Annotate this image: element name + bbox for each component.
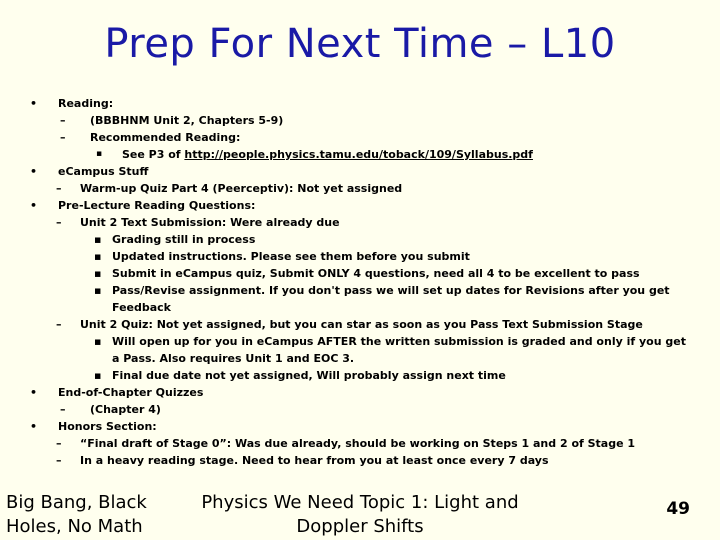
dash: –	[60, 131, 66, 144]
list-item	[30, 214, 690, 231]
bullet: ▪	[94, 369, 102, 382]
list-item	[30, 333, 690, 367]
item-text: Unit 2 Quiz: Not yet assigned, but you can star as soon as you Pass Text Submission Stage	[80, 318, 643, 331]
bullet: •	[30, 97, 38, 110]
list-item	[30, 265, 690, 282]
item-text: Grading still in process	[112, 233, 256, 246]
bullet: ▪	[96, 149, 103, 159]
list-item	[30, 435, 690, 452]
item-text: Updated instructions. Please see them before you submit	[112, 250, 470, 263]
slide-number: 49	[666, 499, 690, 519]
dash: –	[60, 403, 66, 416]
list-item	[30, 452, 690, 469]
bullet: •	[30, 420, 38, 433]
bullet: ▪	[94, 267, 102, 280]
dash: –	[56, 216, 62, 229]
dash: –	[56, 437, 62, 450]
list-item	[30, 95, 690, 112]
bullet: •	[30, 386, 38, 399]
slide-body	[30, 95, 690, 469]
item-text: Final due date not yet assigned, Will probably assign next time	[112, 369, 506, 382]
bullet: ▪	[94, 335, 102, 348]
list-item	[30, 384, 690, 401]
list-item	[30, 367, 690, 384]
list-item	[30, 180, 690, 197]
list-item	[30, 248, 690, 265]
bullet: ▪	[94, 233, 102, 246]
dash: –	[60, 114, 66, 127]
list-item	[30, 418, 690, 435]
item-text: End-of-Chapter Quizzes	[58, 386, 204, 399]
list-item	[30, 231, 690, 248]
item-text: Warm-up Quiz Part 4 (Peerceptiv): Not yet assigned	[80, 182, 403, 195]
footer-course-title: Big Bang, Black Holes, No Math	[6, 492, 147, 537]
list-item	[30, 282, 690, 316]
slide-title: Prep For Next Time – L10	[104, 21, 616, 67]
item-text: See P3 of	[122, 148, 185, 161]
dash: –	[56, 318, 62, 331]
item-text: Honors Section:	[58, 420, 157, 433]
dash: –	[56, 454, 62, 467]
list-item	[30, 197, 690, 214]
bullet: •	[30, 199, 38, 212]
list-item	[30, 163, 690, 180]
item-text: “Final draft of Stage 0”: Was due already, should be working on Steps 1 and 2 of Stage 1	[80, 437, 636, 450]
list-item	[30, 129, 690, 146]
item-text: Pass/Revise assignment. If you don't pass we will set up dates for Revisions after you get Feedback	[112, 284, 670, 314]
list-item	[30, 316, 690, 333]
list-item	[30, 146, 690, 163]
item-text: Reading:	[58, 97, 114, 110]
syllabus-link[interactable]: http://people.physics.tamu.edu/toback/109/Syllabus.pdf	[184, 148, 533, 161]
item-text: (BBBHNM Unit 2, Chapters 5-9)	[90, 114, 284, 127]
item-text: Pre-Lecture Reading Questions:	[58, 199, 256, 212]
item-text: Unit 2 Text Submission: Were already due	[80, 216, 340, 229]
list-item	[30, 112, 690, 129]
item-text: eCampus Stuff	[58, 165, 149, 178]
bullet: ▪	[94, 250, 102, 263]
item-text: In a heavy reading stage. Need to hear from you at least once every 7 days	[80, 454, 549, 467]
list-item	[30, 401, 690, 418]
item-text: (Chapter 4)	[90, 403, 161, 416]
bullet: •	[30, 165, 38, 178]
item-text: Recommended Reading:	[90, 131, 241, 144]
item-text: Submit in eCampus quiz, Submit ONLY 4 questions, need all 4 to be excellent to pass	[112, 267, 640, 280]
dash: –	[56, 182, 62, 195]
item-text: Will open up for you in eCampus AFTER the written submission is graded and only if you get a Pass. Also requires Unit 1 and EOC 3.	[112, 335, 686, 365]
bullet: ▪	[94, 284, 102, 297]
footer-topic: Physics We Need Topic 1: Light and Doppler Shifts	[201, 492, 519, 537]
